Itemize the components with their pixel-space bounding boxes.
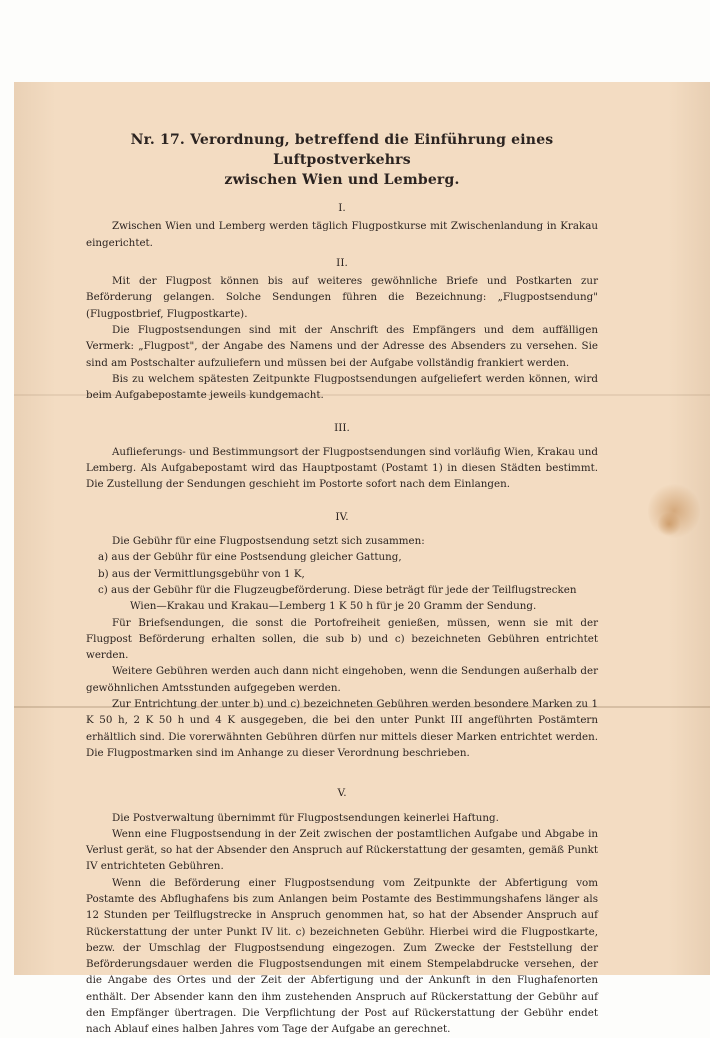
- list-item: a) aus der Gebühr für eine Postsendung gleicher Gattung,: [98, 551, 402, 564]
- paragraph: Mit der Flugpost können bis auf weiteres gewöhnliche Briefe und Postkarten zur Beförderung gelangen. Solche Sendungen führen die Bezeichnung: „Flugpostsendung" (Flugpostbrief, Flugpostkarte).: [86, 275, 598, 320]
- title-line-1: Nr. 17. Verordnung, betreffend die Einführung eines Luftpostverkehrs: [130, 132, 554, 168]
- paragraph: Für Briefsendungen, die sonst die Portofreiheit genießen, müssen, wenn sie mit der Flugpost Beförderung erhalten sollen, die sub b) und c) bezeichneten Gebühren entrichtet werden.: [86, 616, 598, 662]
- section-heading: V.: [337, 787, 347, 800]
- section-heading: IV.: [335, 510, 349, 523]
- paragraph: Auflieferungs- und Bestimmungsort der Flugpostsendungen sind vorläufig Wien, Krakau und Lemberg. Als Aufgabepostamt wird das Hauptpostamt (Postamt 1) in diesen Städten bestimmt. Die Zustellung der Sendungen geschieht im Postorte sofort nach dem Einlangen.: [86, 445, 598, 491]
- paragraph: Zur Entrichtung der unter b) und c) bezeichneten Gebühren werden besondere Marken zu 1 K 50 h, 2 K 50 h und 4 K ausgegeben, die bei den unter Punkt III angeführten Postämtern erhältlich sind. Die vorerwähnten Gebühren dürfen nur mittels dieser Marken entrichtet werden. Die Flugpostmarken sind im Anhange zu dieser Verordnung beschrieben.: [86, 698, 598, 759]
- fee-list: [86, 549, 598, 614]
- list-item: [86, 582, 598, 615]
- paragraph: Die Flugpostsendungen sind mit der Anschrift des Empfängers und dem auffälligen Vermerk: „Flugpost", der Angabe des Namens und der Adresse des Absenders zu versehen. Sie sind am Postschalter aufzuliefern und müssen bei der Aufgabe vollständig frankiert werden.: [86, 324, 598, 369]
- list-item-continuation: Wien—Krakau und Krakau—Lemberg 1 K 50 h für je 20 Gramm der Sendung.: [130, 600, 537, 613]
- paragraph: Weitere Gebühren werden auch dann nicht eingehoben, wenn die Sendungen außerhalb der gewöhnlichen Amtsstunden aufgegeben werden.: [86, 665, 598, 694]
- paper-stain: [657, 512, 681, 536]
- paragraph: Zwischen Wien und Lemberg werden täglich Flugpostkurse mit Zwischenlandung in Krakau eingerichtet.: [86, 220, 598, 249]
- section-heading: III.: [334, 421, 350, 434]
- title-line-2: zwischen Wien und Lemberg.: [224, 172, 460, 188]
- document-body: [86, 130, 598, 1038]
- paragraph: Wenn eine Flugpostsendung in der Zeit zwischen der postamtlichen Aufgabe und Abgabe in Verlust gerät, so hat der Absender den Anspruch auf Rückerstattung der gesamten, gemäß Punkt IV entrichteten Gebühren.: [86, 827, 598, 873]
- section-heading: II.: [336, 256, 348, 269]
- document-title: [86, 130, 598, 190]
- paragraph: Wenn die Beförderung einer Flugpostsendung vom Zeitpunkte der Abfertigung vom Postamte des Abflughafens bis zum Anlangen beim Postamte des Bestimmungshafens länger als 12 Stunden per Teilflugstrecke in Anspruch genommen hat, so hat der Absender Anspruch auf Rückerstattung der unter Punkt IV lit. c) bezeichneten Gebühr. Hierbei wird die Flugpostkarte, bezw. der Umschlag der Flugpostsendung eingezogen. Zum Zwecke der Feststellung der Beförderungsdauer werden die Flugpostsendungen mit einem Stempelabdrucke versehen, der die Angabe des Ortes und der Zeit der Abfertigung und der Ankunft in den Flughafenorten enthält. Der Absender kann den ihm zustehenden Anspruch auf Rückerstattung der Gebühr auf den Empfänger übertragen. Die Verpflichtung der Post auf Rückerstattung der Gebühr endet nach Ablauf eines halben Jahres vom Tage der Aufgabe an gerechnet.: [86, 876, 598, 1036]
- section-heading: I.: [338, 202, 346, 214]
- paragraph: Die Gebühr für eine Flugpostsendung setzt sich zusammen:: [112, 535, 425, 548]
- list-item-text: c) aus der Gebühr für die Flugzeugbeförderung. Diese beträgt für jede der Teilflugstrecken: [98, 583, 577, 596]
- paragraph: Die Postverwaltung übernimmt für Flugpostsendungen keinerlei Haftung.: [112, 811, 499, 824]
- list-item: b) aus der Vermittlungsgebühr von 1 K,: [98, 567, 305, 580]
- paragraph: Bis zu welchem spätesten Zeitpunkte Flugpostsendungen aufgeliefert werden können, wird beim Aufgabepostamte jeweils kundgemacht.: [86, 372, 598, 402]
